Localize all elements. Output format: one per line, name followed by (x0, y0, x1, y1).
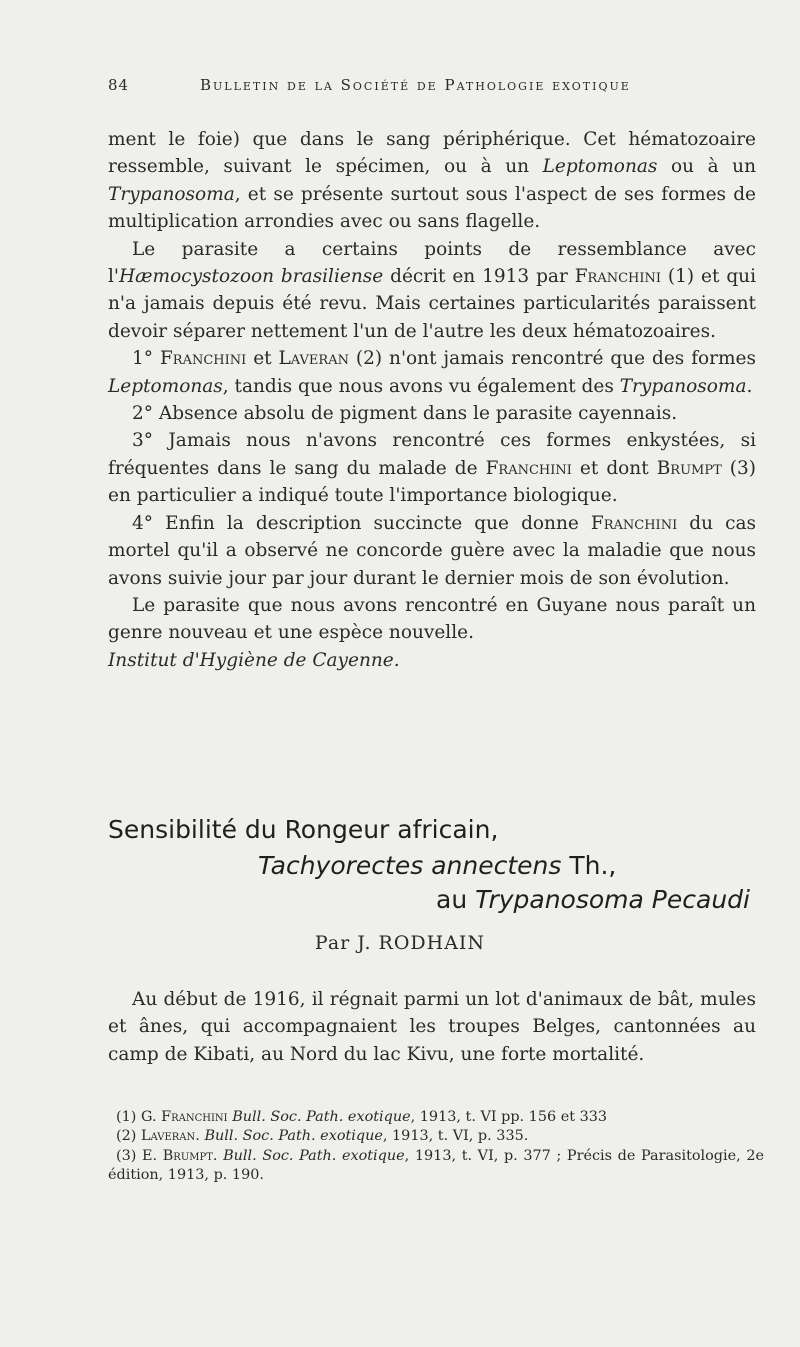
author-name: Franchini (590, 512, 678, 534)
author-name: Laveran (140, 1128, 196, 1145)
text-run: , 1913, t. VI, p. 377 ; Précis de Parasitologie, 2e édition, 1913, p. 190. (108, 1147, 764, 1184)
article-author: Par J. RODHAIN (314, 932, 486, 954)
text-run: , tandis que nous avons vu également des (222, 375, 620, 397)
text-run: (3) E. (116, 1147, 163, 1164)
text-run: , et se présente surtout sous l'aspect de ses formes de multiplication arrondies avec ou sans flagelle. (108, 183, 756, 233)
genus-name: Leptomonas (108, 375, 223, 397)
author-name: Brumpt (656, 457, 722, 479)
species-name: Hæmocystozoon brasiliense (119, 266, 384, 288)
article-title-line-2 (258, 850, 616, 882)
journal-name: Bull. Soc. Path. exotique (232, 1109, 411, 1125)
species-name: Tachyorectes annectens (258, 851, 562, 880)
text-run: 3° Jamais nous n'avons rencontré ces formes enkystées, si fréquentes dans le sang du malade de (108, 430, 756, 479)
paragraph-7: Le parasite que nous avons rencontré en Guyane nous paraît un genre nouveau et une espèce nouvelle. (108, 594, 756, 644)
text-run: ou à un (657, 156, 756, 178)
text-run: (1) et qui n'a jamais depuis été revu. Mais certaines particularités paraissent devoir séparer nettement l'un de l'autre les deux hématozoaires. (108, 266, 756, 342)
footnotes (108, 1108, 764, 1186)
footnote-3 (108, 1147, 764, 1186)
text-run: (2) (116, 1128, 141, 1145)
footnote-1 (108, 1108, 764, 1127)
text-run: du cas mortel qu'il a observé ne concorde guère avec la maladie que nous avons suivie jour par jour durant le dernier mois de son évolution. (108, 512, 756, 589)
title-text: Th., (561, 851, 617, 880)
paragraph-5 (108, 427, 756, 509)
paragraph-2 (108, 236, 756, 346)
author-name: Franchini (161, 1109, 228, 1125)
genus-name: Leptomonas (542, 156, 658, 178)
author-name: Franchini (485, 457, 572, 479)
text-run: et (246, 348, 279, 370)
article-title-line-1: Sensibilité du Rongeur africain, (108, 815, 499, 844)
text-run: , 1913, t. VI, p. 335. (382, 1128, 529, 1145)
paragraph-1 (108, 126, 756, 236)
text-run: . (746, 375, 753, 397)
text-run: (3) en particulier a indiqué toute l'importance biologique. (108, 457, 756, 507)
running-header (108, 76, 768, 102)
journal-name: Bull. Soc. Path. exotique (204, 1128, 383, 1145)
text-run: . (212, 1147, 224, 1164)
author-name: Brumpt (162, 1147, 213, 1164)
text-run: décrit en 1913 par (383, 266, 575, 288)
paragraph-6 (108, 510, 756, 592)
genus-name: Trypanosoma (619, 375, 747, 397)
paragraph-4: 2° Absence absolu de pigment dans le parasite cayennais. (132, 403, 678, 425)
journal-name: Bull. Soc. Path. exotique (223, 1147, 405, 1164)
text-run: 1° (132, 348, 160, 370)
text-run: 4° Enfin la description succincte que donne (132, 512, 591, 534)
text-run: , 1913, t. VI pp. 156 et 333 (410, 1109, 608, 1125)
article-start-text (108, 986, 756, 1068)
species-name: Trypanosoma Pecaudi (475, 885, 750, 914)
running-title: Bulletin de la Société de Pathologie exotique (200, 76, 631, 94)
footnote-2 (108, 1127, 764, 1146)
text-run: . (195, 1128, 205, 1145)
author-name: Laveran (278, 348, 349, 370)
author-name: Franchini (574, 266, 662, 288)
text-run: (1) G. (116, 1109, 162, 1125)
text-run: et dont (571, 457, 657, 479)
paragraph-8: Au début de 1916, il régnait parmi un lot d'animaux de bât, mules et ânes, qui accompagnaient les troupes Belges, cantonnées au camp de Kibati, au Nord du lac Kivu, une forte mortalité. (108, 989, 756, 1065)
article-title-line-3 (436, 884, 750, 916)
article-end-text (108, 126, 756, 674)
author-name: Franchini (159, 348, 247, 370)
text-run: ment le foie) que dans le sang périphérique. Cet hématozoaire ressemble, suivant le spécimen, ou à un (108, 129, 756, 178)
text-run: Le parasite a certains points de ressemblance avec l' (108, 238, 756, 288)
institution-signature: Institut d'Hygiène de Cayenne. (108, 649, 400, 671)
title-text: au (436, 885, 476, 914)
text-run: (2) n'ont jamais rencontré que des formes (348, 348, 757, 370)
page-number: 84 (108, 76, 130, 94)
genus-name: Trypanosoma (108, 183, 235, 205)
paragraph-3 (108, 345, 756, 400)
